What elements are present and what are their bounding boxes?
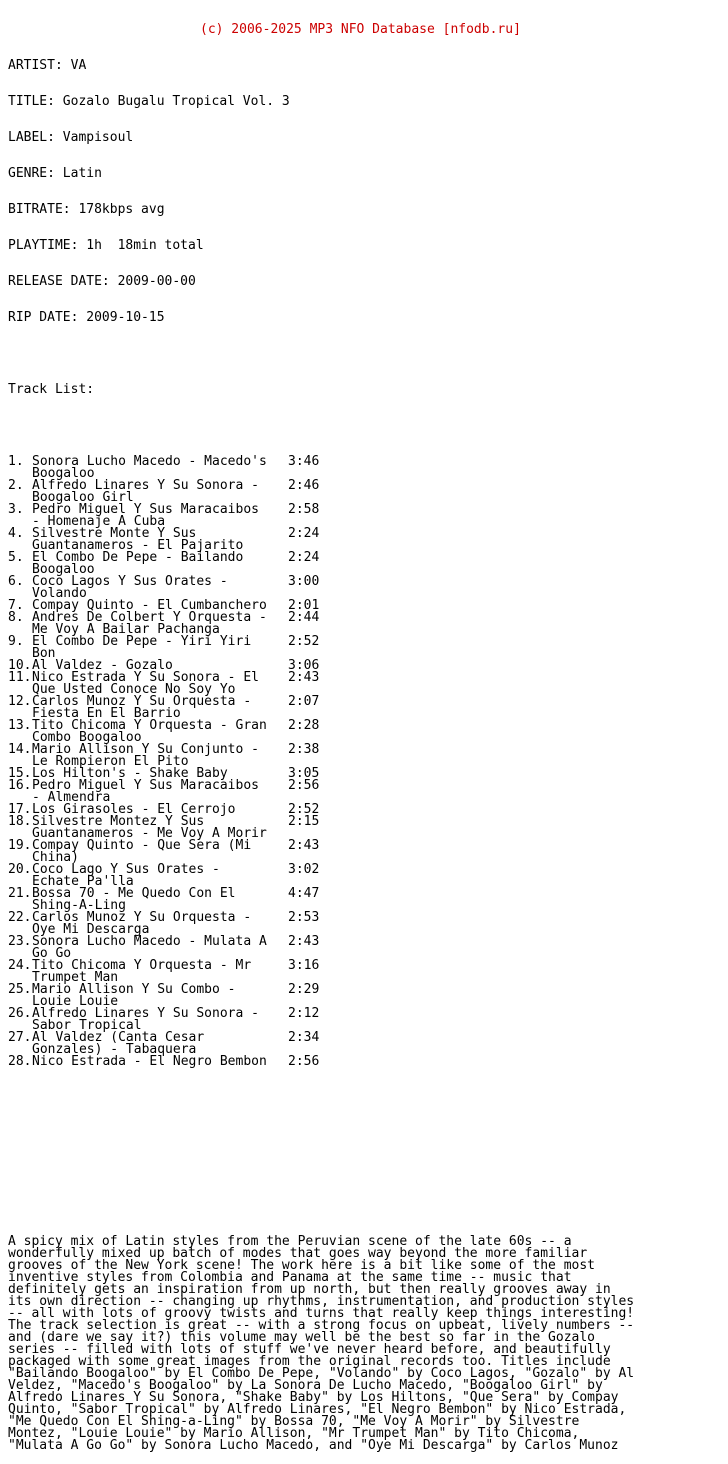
- track-title-line2: Fiesta En El Barrio: [32, 706, 181, 721]
- track-title-line2: Go Go: [32, 946, 72, 961]
- track-number: 9.: [8, 634, 24, 649]
- track-number: 8.: [8, 610, 24, 625]
- track-title: Coco Lagos Y Sus Orates -: [32, 574, 228, 589]
- track-title: Bossa 70 - Me Quedo Con El: [32, 886, 236, 901]
- title-line: TITLE: Gozalo Bugalu Tropical Vol. 3: [8, 94, 290, 109]
- spacer: [8, 1164, 634, 1176]
- track-duration: 3:46: [288, 454, 320, 469]
- track-title: Sonora Lucho Macedo - Mulata A: [32, 934, 267, 949]
- track-duration: 3:02: [288, 862, 320, 877]
- track-title: Andres De Colbert Y Orquesta -: [32, 610, 267, 625]
- track-number: 21.: [8, 886, 32, 901]
- track-number: 24.: [8, 958, 32, 973]
- track-row: [8, 1056, 634, 1068]
- track-number: 1.: [8, 454, 24, 469]
- description-line: series -- filled with lots of stuff we've never heard before, and beautifully: [8, 1342, 611, 1357]
- description-line: "Me Quedo Con El Shing-a-Ling" by Bossa 70, "Me Voy A Morir" by Silvestre: [8, 1414, 580, 1429]
- track-duration: 2:43: [288, 934, 320, 949]
- track-duration: 2:52: [288, 802, 320, 817]
- track-title: Carlos Munoz Y Su Orquesta -: [32, 910, 252, 925]
- track-title: Los Girasoles - El Cerrojo: [32, 802, 236, 817]
- track-title: Al Valdez (Canta Cesar: [32, 1030, 205, 1045]
- description-line: inventive styles from Colombia and Panama at the same time -- music that: [8, 1270, 572, 1285]
- track-number: 3.: [8, 502, 24, 517]
- track-duration: 2:24: [288, 526, 320, 541]
- track-number: 19.: [8, 838, 32, 853]
- track-row: [8, 576, 634, 588]
- track-title-line2: Sabor Tropical: [32, 1018, 142, 1033]
- rip-date-line: RIP DATE: 2009-10-15: [8, 310, 165, 325]
- track-title: Coco Lago Y Sus Orates -: [32, 862, 220, 877]
- description-line: Alfredo Linares Y Su Sonora, "Shake Baby" by Los Hiltons, "Que Sera" by Compay: [8, 1390, 619, 1405]
- track-number: 17.: [8, 802, 32, 817]
- track-number: 22.: [8, 910, 32, 925]
- track-title-line2: - Almendra: [32, 790, 111, 805]
- track-number: 15.: [8, 766, 32, 781]
- track-title-line2: - Homenaje A Cuba: [32, 514, 166, 529]
- track-title-line2: Oye Mi Descarga: [32, 922, 150, 937]
- track-title: Pedro Miguel Y Sus Maracaibos: [32, 778, 259, 793]
- spacer: [8, 1092, 634, 1104]
- track-title-line2: Guantanameros - El Pajarito: [32, 538, 244, 553]
- track-number: 18.: [8, 814, 32, 829]
- description-line: Montez, "Louie Louie" by Mario Allison, "Mr Trumpet Man" by Tito Chicoma,: [8, 1426, 580, 1441]
- track-duration: 2:43: [288, 670, 320, 685]
- description-line: A spicy mix of Latin styles from the Peruvian scene of the late 60s -- a: [8, 1234, 572, 1249]
- description-line: packaged with some great images from the original records too. Titles include: [8, 1354, 611, 1369]
- track-title: El Combo De Pepe - Yiri Yiri: [32, 634, 252, 649]
- playtime-line: PLAYTIME: 1h 18min total: [8, 238, 204, 253]
- track-duration: 2:24: [288, 550, 320, 565]
- track-title-line2: Trumpet Man: [32, 970, 119, 985]
- track-title-line2: Boogaloo: [32, 562, 95, 577]
- description-line: and (dare we say it?) this volume may well be the best so far in the Gozalo: [8, 1330, 595, 1345]
- track-duration: 2:44: [288, 610, 320, 625]
- track-title: Tito Chicoma Y Orquesta - Mr: [32, 958, 252, 973]
- track-duration: 2:01: [288, 598, 320, 613]
- track-duration: 2:29: [288, 982, 320, 997]
- track-title: Mario Allison Y Su Combo -: [32, 982, 236, 997]
- track-title: Carlos Munoz Y Su Orquesta -: [32, 694, 252, 709]
- track-row: [8, 456, 634, 468]
- artist-line: ARTIST: VA: [8, 58, 87, 73]
- track-duration: 3:00: [288, 574, 320, 589]
- spacer: [8, 1128, 634, 1140]
- track-title: Mario Allison Y Su Conjunto -: [32, 742, 259, 757]
- track-title-line2: Le Rompieron El Pito: [32, 754, 189, 769]
- track-title: Al Valdez - Gozalo: [32, 658, 173, 673]
- track-title-line2: Gonzales) - Tabaquera: [32, 1042, 197, 1057]
- description-line: "Mulata A Go Go" by Sonora Lucho Macedo, and "Oye Mi Descarga" by Carlos Munoz: [8, 1438, 619, 1453]
- track-row: [8, 936, 634, 948]
- track-number: 10.: [8, 658, 32, 673]
- track-duration: 2:43: [288, 838, 320, 853]
- track-number: 7.: [8, 598, 24, 613]
- track-title: Nico Estrada - El Negro Bembon: [32, 1054, 267, 1069]
- description-line: Quinto, "Sabor Tropical" by Alfredo Linares, "El Negro Bembon" by Nico Estrada,: [8, 1402, 627, 1417]
- track-number: 5.: [8, 550, 24, 565]
- description-line: -- all with lots of groovy twists and turns that really keep things interesting!: [8, 1306, 635, 1321]
- track-duration: 2:58: [288, 502, 320, 517]
- track-title-line2: Boogaloo: [32, 466, 95, 481]
- track-title: Los Hilton's - Shake Baby: [32, 766, 228, 781]
- track-title-line2: Combo Boogaloo: [32, 730, 142, 745]
- spacer: [8, 1200, 634, 1212]
- spacer: [8, 348, 634, 360]
- track-title: Silvestre Monte Y Sus: [32, 526, 197, 541]
- description-line: The track selection is great -- with a strong focus on upbeat, lively numbers --: [8, 1318, 635, 1333]
- description-line: definitely gets an inspiration from up north, but then really grooves away in: [8, 1282, 611, 1297]
- track-title-line2: Me Voy A Bailar Pachanga: [32, 622, 220, 637]
- track-title-line2: Que Usted Conoce No Soy Yo: [32, 682, 236, 697]
- track-title-line2: Guantanameros - Me Voy A Morir: [32, 826, 267, 841]
- track-duration: 2:07: [288, 694, 320, 709]
- track-title-line2: Shing-A-Ling: [32, 898, 126, 913]
- track-number: 12.: [8, 694, 32, 709]
- track-title: Sonora Lucho Macedo - Macedo's: [32, 454, 267, 469]
- track-title-line2: China): [32, 850, 79, 865]
- description-line: Veldez, "Macedo's Boogaloo" by La Sonora De Lucho Macedo, "Boogaloo Girl" by: [8, 1378, 603, 1393]
- track-number: 28.: [8, 1054, 32, 1069]
- track-number: 20.: [8, 862, 32, 877]
- track-number: 25.: [8, 982, 32, 997]
- site-header: (c) 2006-2025 MP3 NFO Database [nfodb.ru]: [200, 22, 521, 37]
- track-duration: 2:52: [288, 634, 320, 649]
- track-title: Alfredo Linares Y Su Sonora -: [32, 1006, 259, 1021]
- track-duration: 2:56: [288, 1054, 320, 1069]
- track-title: Silvestre Montez Y Sus: [32, 814, 205, 829]
- spacer: [8, 420, 634, 432]
- track-number: 16.: [8, 778, 32, 793]
- description-line: "Bailando Boogaloo" by El Combo De Pepe, "Volando" by Coco Lagos, "Gozalo" by Al: [8, 1366, 635, 1381]
- track-list: [8, 456, 634, 1068]
- track-duration: 2:28: [288, 718, 320, 733]
- track-duration: 2:53: [288, 910, 320, 925]
- track-duration: 3:06: [288, 658, 320, 673]
- track-number: 14.: [8, 742, 32, 757]
- description-line: grooves of the New York scene! The work here is a bit like some of the most: [8, 1258, 595, 1273]
- track-row: [8, 552, 634, 564]
- track-number: 6.: [8, 574, 24, 589]
- track-duration: 2:12: [288, 1006, 320, 1021]
- track-number: 13.: [8, 718, 32, 733]
- track-number: 11.: [8, 670, 32, 685]
- track-duration: 2:38: [288, 742, 320, 757]
- track-duration: 2:34: [288, 1030, 320, 1045]
- track-duration: 3:16: [288, 958, 320, 973]
- track-title: Compay Quinto - El Cumbanchero: [32, 598, 267, 613]
- track-duration: 2:56: [288, 778, 320, 793]
- label-line: LABEL: Vampisoul: [8, 130, 134, 145]
- track-duration: 4:47: [288, 886, 320, 901]
- track-title-line2: Volando: [32, 586, 87, 601]
- track-title-line2: Boogaloo Girl: [32, 490, 134, 505]
- track-title: El Combo De Pepe - Bailando: [32, 550, 244, 565]
- description-line: its own direction -- changing up rhythms, instrumentation, and production styles: [8, 1294, 635, 1309]
- nfo-document: [8, 0, 634, 1464]
- track-title-line2: Louie Louie: [32, 994, 119, 1009]
- description-block: [8, 1236, 634, 1452]
- track-number: 23.: [8, 934, 32, 949]
- track-number: 26.: [8, 1006, 32, 1021]
- track-number: 4.: [8, 526, 24, 541]
- track-title: Tito Chicoma Y Orquesta - Gran: [32, 718, 267, 733]
- track-title-line2: Bon: [32, 646, 56, 661]
- tracklist-heading: Track List:: [8, 382, 95, 397]
- track-duration: 2:46: [288, 478, 320, 493]
- track-number: 27.: [8, 1030, 32, 1045]
- track-number: 2.: [8, 478, 24, 493]
- release-date-line: RELEASE DATE: 2009-00-00: [8, 274, 196, 289]
- track-title-line2: Echate Pa'lla: [32, 874, 134, 889]
- track-row: [8, 636, 634, 648]
- track-row: [8, 840, 634, 852]
- track-title: Alfredo Linares Y Su Sonora -: [32, 478, 259, 493]
- genre-line: GENRE: Latin: [8, 166, 102, 181]
- track-title: Nico Estrada Y Su Sonora - El: [32, 670, 259, 685]
- track-title: Compay Quinto - Que Sera (Mi: [32, 838, 252, 853]
- bitrate-line: BITRATE: 178kbps avg: [8, 202, 165, 217]
- description-line: wonderfully mixed up batch of modes that goes way beyond the more familiar: [8, 1246, 588, 1261]
- track-duration: 2:15: [288, 814, 320, 829]
- track-title: Pedro Miguel Y Sus Maracaibos: [32, 502, 259, 517]
- track-duration: 3:05: [288, 766, 320, 781]
